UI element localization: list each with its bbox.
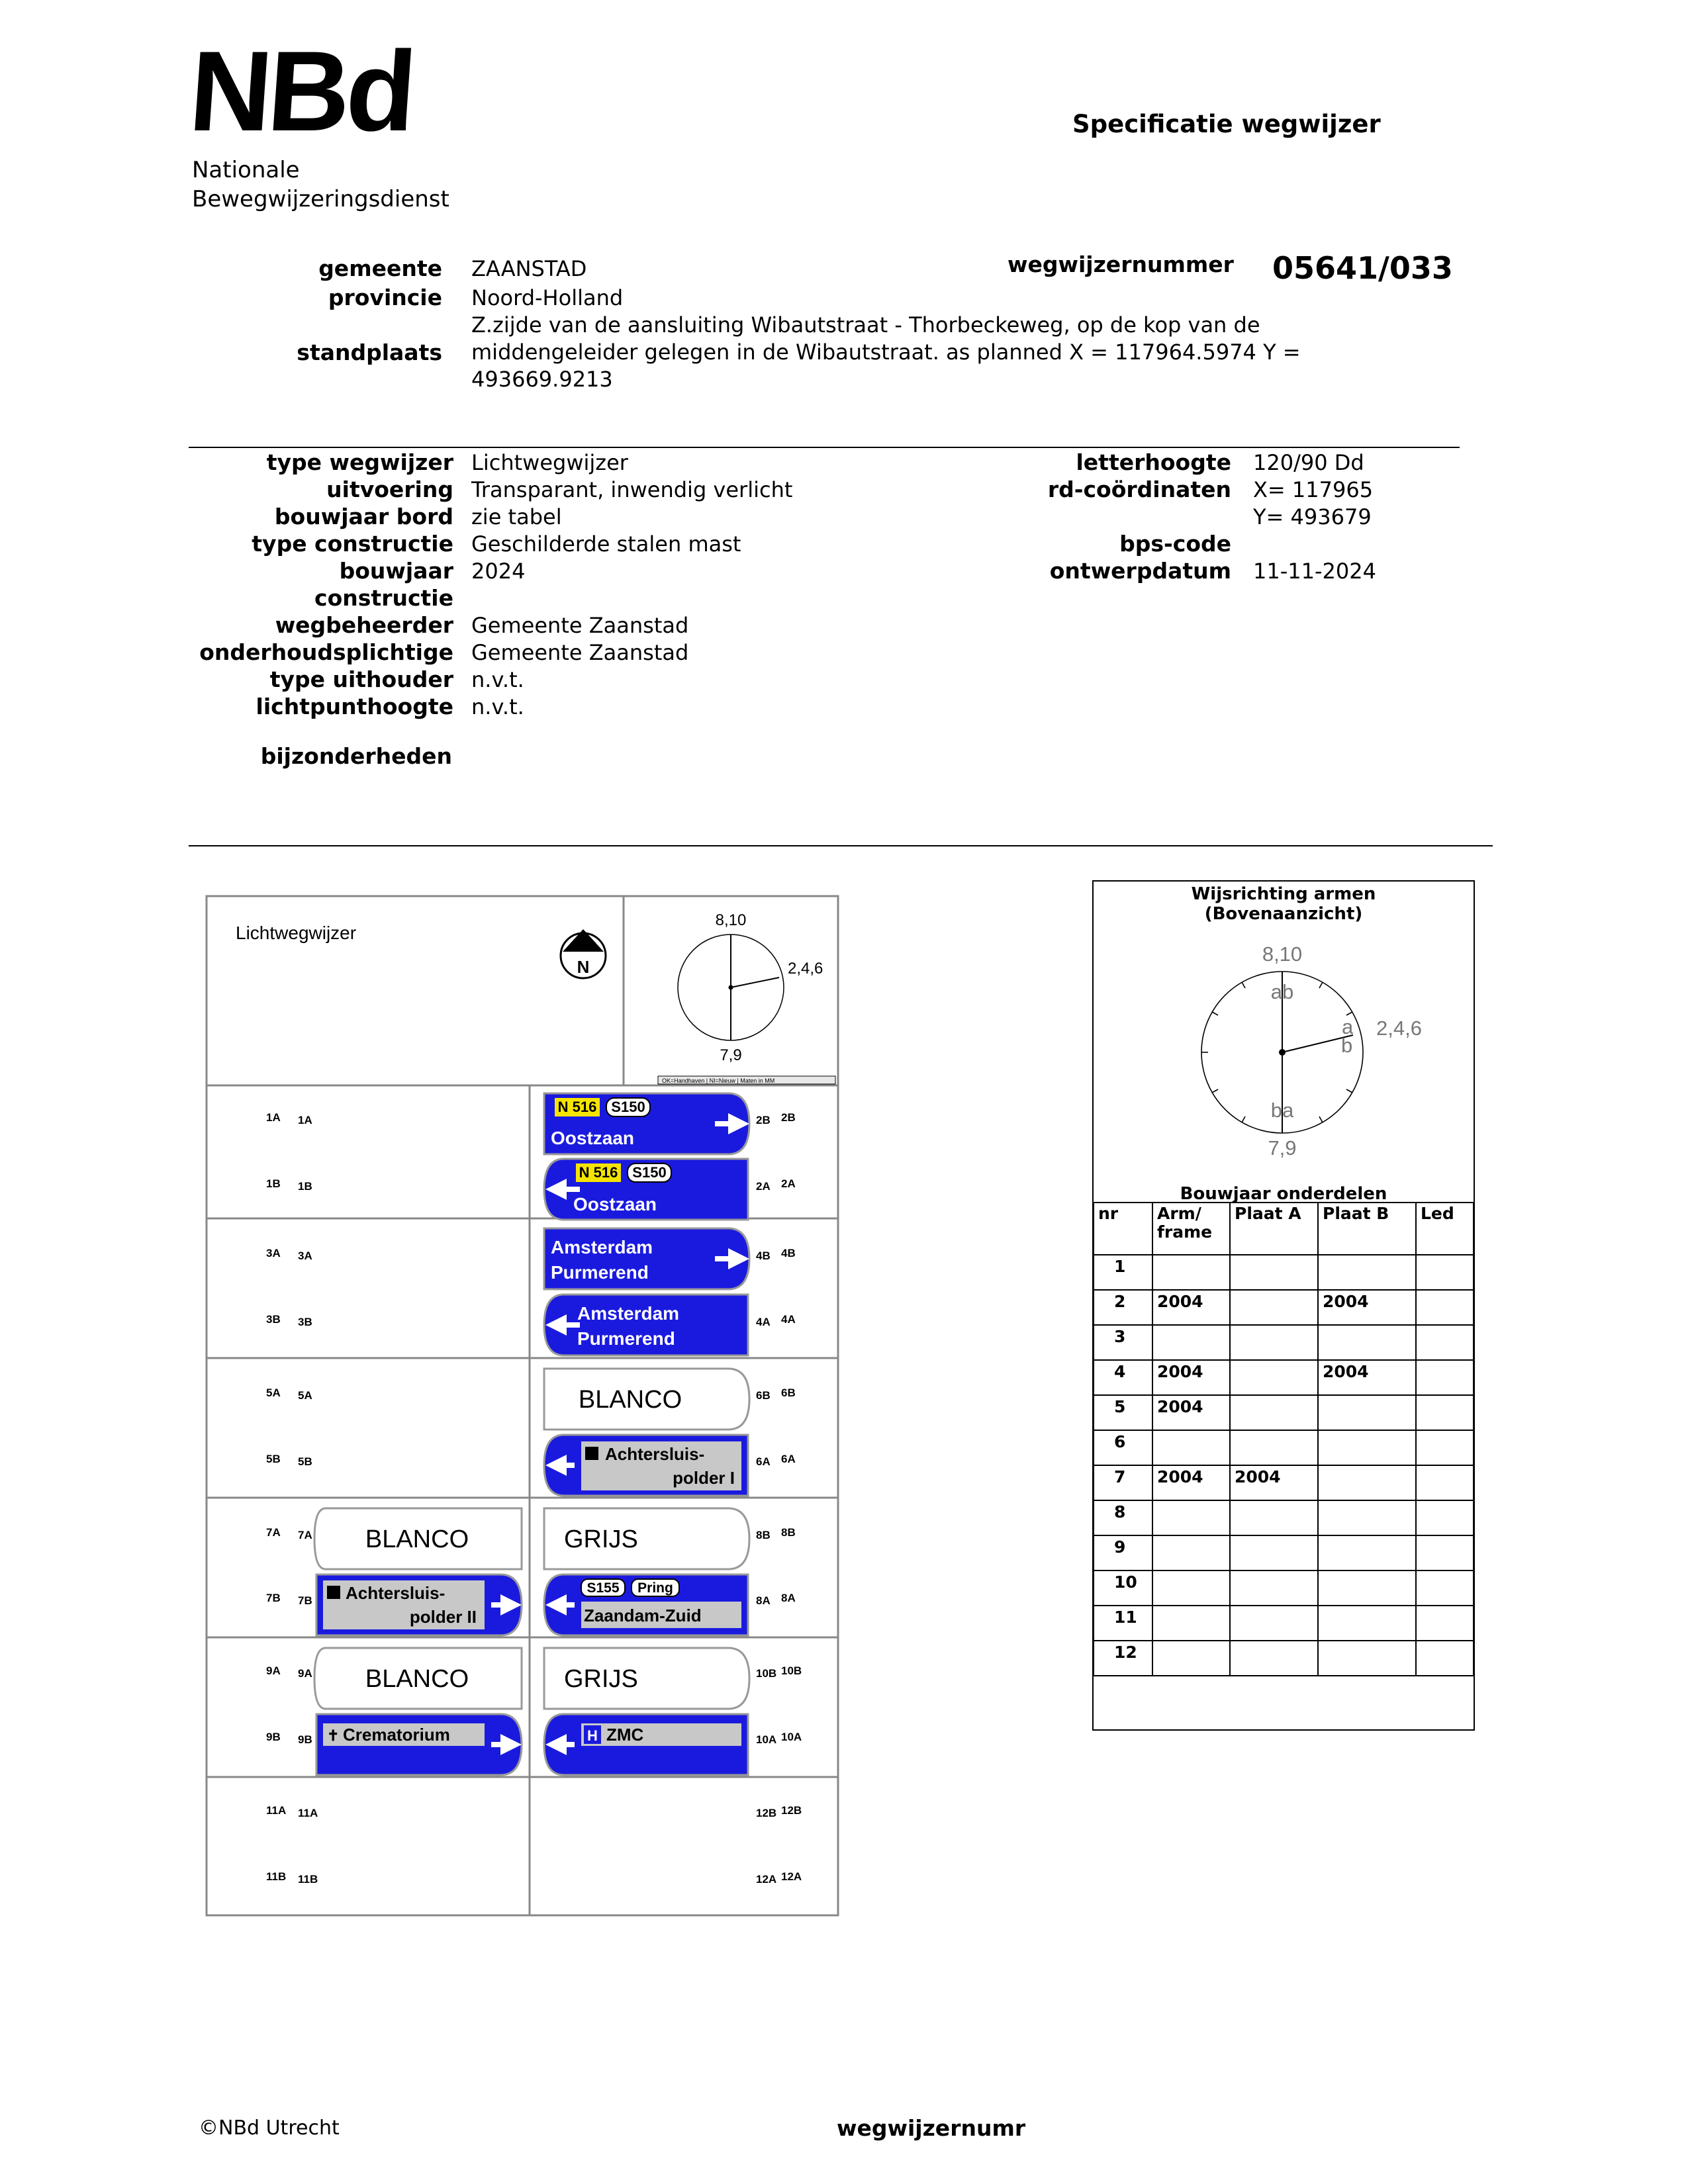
- svg-text:6A: 6A: [781, 1453, 796, 1465]
- svg-text:5B: 5B: [298, 1455, 312, 1468]
- table-cell: [1416, 1465, 1474, 1500]
- table-cell: [1318, 1255, 1416, 1290]
- table-cell: [1152, 1430, 1230, 1465]
- arms-subtitle: (Bovenaanzicht): [1204, 904, 1363, 924]
- table-cell: 2004: [1152, 1465, 1230, 1500]
- spec-right-value: 11-11-2024: [1253, 559, 1376, 584]
- table-cell: [1416, 1325, 1474, 1360]
- svg-text:Amsterdam: Amsterdam: [551, 1237, 653, 1257]
- table-row: [1094, 1500, 1474, 1535]
- table-cell: 2004: [1152, 1360, 1230, 1395]
- svg-text:5B: 5B: [266, 1453, 281, 1465]
- svg-text:GRIJS: GRIJS: [564, 1665, 638, 1693]
- table-cell: [1152, 1500, 1230, 1535]
- spec-right-label: rd-coördinaten: [1047, 477, 1231, 502]
- spec-label: lichtpunthoogte: [256, 694, 453, 719]
- svg-text:polder II: polder II: [409, 1607, 477, 1627]
- drawing-title: Lichtwegwijzer: [236, 923, 357, 943]
- table-cell: [1318, 1395, 1416, 1430]
- table-cell: [1318, 1465, 1416, 1500]
- table-cell: 2004: [1318, 1360, 1416, 1395]
- spec-label: type wegwijzer: [266, 449, 453, 475]
- svg-text:11A: 11A: [298, 1807, 318, 1819]
- table-row: [1094, 1325, 1474, 1360]
- spec-value: Gemeente Zaanstad: [471, 640, 689, 665]
- bouwjaar-header-row: [1094, 1203, 1474, 1255]
- table-cell: [1230, 1535, 1318, 1570]
- svg-text:BLANCO: BLANCO: [365, 1665, 469, 1693]
- table-cell: [1416, 1641, 1474, 1676]
- svg-text:2A: 2A: [756, 1180, 771, 1193]
- standplaats-line-1: Z.zijde van de aansluiting Wibautstraat - Thorbeckeweg, op de kop van de: [471, 312, 1260, 338]
- svg-text:N: N: [577, 957, 590, 977]
- table-cell: [1230, 1641, 1318, 1676]
- bouwjaar-header-cell: Arm/ frame: [1152, 1203, 1230, 1255]
- svg-text:10A: 10A: [781, 1731, 802, 1743]
- table-cell: [1416, 1395, 1474, 1430]
- logo-line-1: Nationale: [192, 157, 300, 183]
- spec-value: Gemeente Zaanstad: [471, 613, 689, 638]
- bouwjaar-header-cell: Plaat A: [1230, 1203, 1318, 1255]
- svg-text:2B: 2B: [756, 1114, 771, 1126]
- table-cell: [1152, 1325, 1230, 1360]
- table-cell: [1416, 1535, 1474, 1570]
- bouwjaar-title: Bouwjaar onderdelen: [1180, 1184, 1387, 1204]
- svg-text:5A: 5A: [298, 1389, 312, 1402]
- spec-label: type uithouder: [269, 666, 453, 692]
- arms-dial: [1094, 882, 1474, 1206]
- svg-text:12B: 12B: [781, 1804, 802, 1817]
- table-cell: 6: [1094, 1430, 1152, 1465]
- sign-2A: [544, 1159, 748, 1220]
- table-cell: [1416, 1570, 1474, 1606]
- svg-text:✝: ✝: [327, 1727, 340, 1744]
- sign-4B: [544, 1228, 749, 1289]
- arms-top-label: 8,10: [1262, 942, 1303, 966]
- provincie-value: Noord-Holland: [471, 285, 624, 310]
- svg-text:6B: 6B: [781, 1387, 796, 1399]
- bouwjaar-table: [1093, 1202, 1474, 1676]
- svg-text:S155: S155: [586, 1580, 620, 1596]
- svg-text:3B: 3B: [266, 1313, 281, 1326]
- table-cell: 8: [1094, 1500, 1152, 1535]
- svg-text:5A: 5A: [266, 1387, 281, 1399]
- table-cell: 2004: [1152, 1290, 1230, 1325]
- svg-text:12A: 12A: [781, 1870, 802, 1883]
- table-cell: [1152, 1255, 1230, 1290]
- standplaats-line-2: middengeleider gelegen in de Wibautstraat. as planned X = 117964.5974 Y =: [471, 340, 1301, 365]
- svg-text:S150: S150: [611, 1099, 645, 1115]
- table-cell: [1230, 1360, 1318, 1395]
- svg-text:9B: 9B: [298, 1733, 312, 1746]
- spec-label: wegbeheerder: [275, 612, 453, 638]
- svg-text:9A: 9A: [298, 1667, 312, 1680]
- table-cell: [1230, 1290, 1318, 1325]
- svg-text:Pring: Pring: [637, 1580, 673, 1596]
- sign-6B: [544, 1369, 749, 1430]
- gemeente-value: ZAANSTAD: [471, 256, 587, 281]
- svg-text:8B: 8B: [781, 1526, 796, 1539]
- table-cell: [1318, 1606, 1416, 1641]
- table-cell: [1152, 1535, 1230, 1570]
- spec-value: 2024: [471, 559, 526, 584]
- svg-text:11B: 11B: [266, 1870, 287, 1883]
- table-cell: [1318, 1535, 1416, 1570]
- gemeente-label: gemeente: [318, 255, 442, 281]
- svg-text:BLANCO: BLANCO: [365, 1525, 469, 1553]
- svg-text:7B: 7B: [266, 1592, 281, 1604]
- logo-line-2: Bewegwijzeringsdienst: [192, 186, 449, 212]
- svg-text:4B: 4B: [756, 1250, 771, 1262]
- table-cell: [1230, 1255, 1318, 1290]
- svg-text:12A: 12A: [756, 1873, 777, 1886]
- spec-value: zie tabel: [471, 504, 562, 529]
- table-row: [1094, 1255, 1474, 1290]
- svg-text:ZMC: ZMC: [606, 1725, 644, 1745]
- drawing-legend: OK=Handhaven | NI=Nieuw | Maten in MM: [662, 1077, 775, 1084]
- svg-text:N 516: N 516: [557, 1099, 597, 1115]
- sign-6A: [544, 1435, 748, 1496]
- table-cell: [1230, 1570, 1318, 1606]
- standplaats-label: standplaats: [297, 340, 442, 365]
- bouwjaar-header-cell: nr: [1094, 1203, 1152, 1255]
- spec-value: Lichtwegwijzer: [471, 450, 628, 475]
- svg-text:1A: 1A: [298, 1114, 312, 1126]
- svg-text:11B: 11B: [298, 1873, 318, 1886]
- table-cell: [1230, 1606, 1318, 1641]
- spec-right-value: 120/90 Dd: [1253, 450, 1364, 475]
- arms-bottom-label: 7,9: [1268, 1136, 1297, 1160]
- sign-drawing: [205, 895, 841, 1919]
- table-cell: [1230, 1395, 1318, 1430]
- svg-text:Purmerend: Purmerend: [577, 1328, 675, 1349]
- table-cell: [1230, 1430, 1318, 1465]
- spec-right-value: X= 117965: [1253, 477, 1374, 502]
- spec-label: type constructie: [252, 531, 453, 557]
- svg-text:polder I: polder I: [673, 1468, 735, 1488]
- svg-text:3B: 3B: [298, 1316, 312, 1328]
- table-cell: [1230, 1500, 1318, 1535]
- document-title: Specificatie wegwijzer: [1072, 110, 1381, 138]
- sign-10A: [544, 1714, 748, 1775]
- svg-text:2B: 2B: [781, 1111, 796, 1124]
- spec-label: constructie: [314, 585, 453, 611]
- sign-9A: [314, 1648, 522, 1709]
- table-cell: [1416, 1290, 1474, 1325]
- table-cell: 9: [1094, 1535, 1152, 1570]
- table-row: [1094, 1395, 1474, 1430]
- spec-right-label: letterhoogte: [1076, 449, 1231, 475]
- svg-text:11A: 11A: [266, 1804, 287, 1817]
- svg-text:Achtersluis-: Achtersluis-: [605, 1444, 705, 1464]
- table-cell: 2004: [1152, 1395, 1230, 1430]
- spec-label: onderhoudsplichtige: [199, 639, 453, 665]
- table-cell: 2004: [1318, 1290, 1416, 1325]
- svg-text:H: H: [587, 1727, 598, 1744]
- table-cell: [1318, 1500, 1416, 1535]
- svg-text:6A: 6A: [756, 1455, 771, 1468]
- table-row: [1094, 1606, 1474, 1641]
- table-cell: 1: [1094, 1255, 1152, 1290]
- bijzonderheden-label: bijzonderheden: [260, 743, 452, 769]
- spec-label: bouwjaar bord: [274, 504, 453, 529]
- svg-text:8B: 8B: [756, 1529, 771, 1541]
- spec-value: n.v.t.: [471, 694, 524, 719]
- table-cell: [1152, 1641, 1230, 1676]
- arms-right-a: a: [1342, 1015, 1354, 1038]
- nbd-logo: NBd: [185, 28, 417, 155]
- spec-right-value: Y= 493679: [1253, 504, 1372, 529]
- svg-text:Achtersluis-: Achtersluis-: [346, 1583, 445, 1603]
- table-row: [1094, 1290, 1474, 1325]
- table-cell: [1152, 1570, 1230, 1606]
- svg-text:1A: 1A: [266, 1111, 281, 1124]
- svg-text:10B: 10B: [756, 1667, 777, 1680]
- table-cell: 2004: [1230, 1465, 1318, 1500]
- small-dial-bottom: 7,9: [720, 1046, 742, 1064]
- svg-text:3A: 3A: [298, 1250, 312, 1262]
- svg-text:3A: 3A: [266, 1247, 281, 1259]
- sign-9B: [316, 1714, 522, 1775]
- divider-bottom: [189, 845, 1493, 846]
- arms-right-label: 2,4,6: [1376, 1017, 1422, 1040]
- sign-8A: [544, 1574, 748, 1635]
- arms-bottom-ba: ba: [1270, 1099, 1294, 1122]
- svg-text:6B: 6B: [756, 1389, 771, 1402]
- table-cell: 7: [1094, 1465, 1152, 1500]
- table-row: [1094, 1535, 1474, 1570]
- table-cell: [1152, 1606, 1230, 1641]
- table-cell: 12: [1094, 1641, 1152, 1676]
- sign-8B: [544, 1508, 749, 1569]
- svg-text:8A: 8A: [756, 1594, 771, 1607]
- table-cell: [1416, 1606, 1474, 1641]
- spec-right-label: ontwerpdatum: [1049, 558, 1231, 584]
- table-cell: [1230, 1325, 1318, 1360]
- small-dial-right: 2,4,6: [788, 960, 823, 978]
- table-cell: 11: [1094, 1606, 1152, 1641]
- table-cell: 3: [1094, 1325, 1152, 1360]
- wegwijzernummer-value: 05641/033: [1272, 250, 1453, 286]
- spec-label: bouwjaar: [339, 558, 453, 584]
- table-cell: 10: [1094, 1570, 1152, 1606]
- svg-text:N 516: N 516: [579, 1164, 618, 1181]
- svg-text:Oostzaan: Oostzaan: [551, 1128, 635, 1148]
- arms-title: Wijsrichting armen: [1191, 884, 1376, 904]
- table-cell: [1416, 1360, 1474, 1395]
- table-row: [1094, 1430, 1474, 1465]
- svg-text:1B: 1B: [266, 1177, 281, 1190]
- sign-7A: [314, 1508, 522, 1569]
- svg-text:1B: 1B: [298, 1180, 312, 1193]
- footer-center: wegwijzernumr: [837, 2115, 1026, 2141]
- spec-value: Geschilderde stalen mast: [471, 531, 741, 557]
- table-row: [1094, 1360, 1474, 1395]
- svg-text:10A: 10A: [756, 1733, 777, 1746]
- svg-text:BLANCO: BLANCO: [578, 1386, 682, 1414]
- svg-text:Zaandam-Zuid: Zaandam-Zuid: [584, 1606, 702, 1625]
- provincie-label: provincie: [328, 285, 442, 310]
- svg-text:Purmerend: Purmerend: [551, 1262, 649, 1283]
- divider-top: [189, 447, 1460, 448]
- svg-text:Oostzaan: Oostzaan: [573, 1194, 657, 1214]
- table-cell: [1416, 1255, 1474, 1290]
- svg-text:7A: 7A: [298, 1529, 312, 1541]
- svg-text:2A: 2A: [781, 1177, 796, 1190]
- table-cell: 2: [1094, 1290, 1152, 1325]
- table-row: [1094, 1465, 1474, 1500]
- bouwjaar-header-cell: Plaat B: [1318, 1203, 1416, 1255]
- arms-top-ab: ab: [1270, 980, 1294, 1003]
- svg-text:Amsterdam: Amsterdam: [577, 1303, 680, 1324]
- footer-copyright: ©NBd Utrecht: [199, 2116, 340, 2140]
- svg-text:Crematorium: Crematorium: [343, 1725, 450, 1745]
- table-cell: [1416, 1430, 1474, 1465]
- bouwjaar-header-cell: Led: [1416, 1203, 1474, 1255]
- svg-text:4A: 4A: [781, 1313, 796, 1326]
- svg-text:GRIJS: GRIJS: [564, 1525, 638, 1553]
- wegwijzernummer-label: wegwijzernummer: [1008, 251, 1234, 277]
- svg-text:7A: 7A: [266, 1526, 281, 1539]
- table-cell: [1318, 1641, 1416, 1676]
- svg-text:9B: 9B: [266, 1731, 281, 1743]
- spec-label: uitvoering: [326, 477, 453, 502]
- svg-text:12B: 12B: [756, 1807, 777, 1819]
- table-row: [1094, 1641, 1474, 1676]
- sign-2B: [544, 1093, 749, 1154]
- table-cell: 5: [1094, 1395, 1152, 1430]
- spec-value: n.v.t.: [471, 667, 524, 692]
- svg-text:7B: 7B: [298, 1594, 312, 1607]
- spec-right-label: bps-code: [1119, 531, 1231, 557]
- table-cell: [1318, 1325, 1416, 1360]
- svg-text:8A: 8A: [781, 1592, 796, 1604]
- table-cell: [1318, 1570, 1416, 1606]
- arms-right-b: b: [1341, 1034, 1353, 1057]
- standplaats-line-3: 493669.9213: [471, 367, 613, 392]
- spec-value: Transparant, inwendig verlicht: [471, 477, 793, 502]
- table-row: [1094, 1570, 1474, 1606]
- svg-text:4A: 4A: [756, 1316, 771, 1328]
- svg-text:9A: 9A: [266, 1664, 281, 1677]
- table-cell: [1318, 1430, 1416, 1465]
- svg-text:4B: 4B: [781, 1247, 796, 1259]
- small-dial-top: 8,10: [715, 911, 747, 929]
- sign-4A: [544, 1295, 748, 1355]
- sign-10B: [544, 1648, 749, 1709]
- svg-text:S150: S150: [632, 1164, 667, 1181]
- table-cell: 4: [1094, 1360, 1152, 1395]
- svg-text:10B: 10B: [781, 1664, 802, 1677]
- table-cell: [1416, 1500, 1474, 1535]
- sign-7B: [316, 1574, 522, 1635]
